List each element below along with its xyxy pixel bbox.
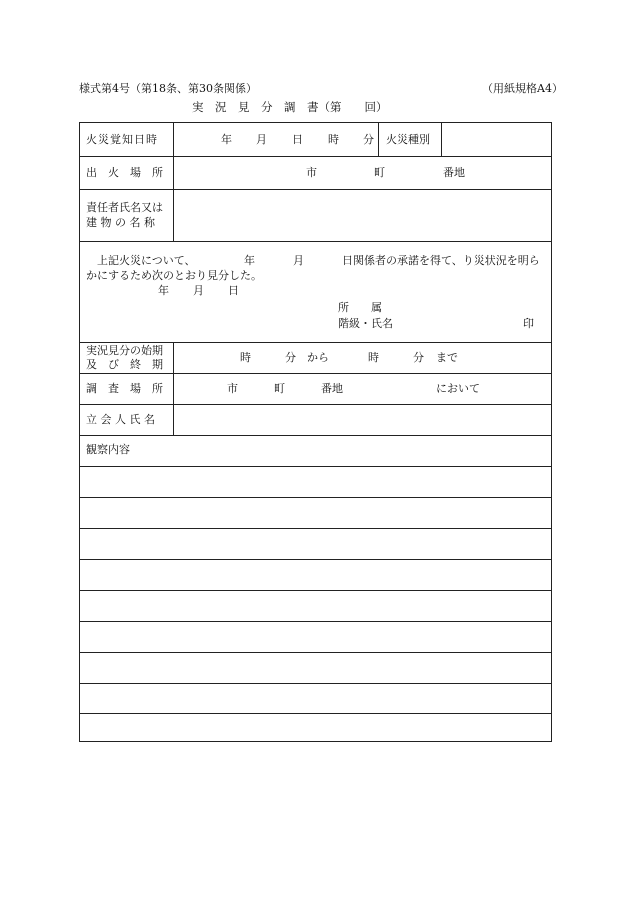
ruled-line: [80, 652, 551, 653]
fire-detection-label: 火災覚知日時: [86, 133, 158, 146]
row-divider: [80, 404, 551, 405]
document-title: 実 況 見 分 調 書（第 回）: [192, 100, 388, 114]
end-hour-label: 時: [368, 351, 379, 364]
end-minute-label: 分: [413, 351, 424, 364]
month-label: 月: [256, 133, 267, 146]
city-label: 市: [306, 166, 317, 179]
paper-size: （用紙規格A4）: [482, 82, 563, 95]
ruled-line: [80, 621, 551, 622]
form-number: 様式第4号（第18条、第30条関係）: [79, 82, 257, 95]
row-divider: [80, 241, 551, 242]
statement-date-month: 月: [193, 284, 204, 297]
responsible-label-line2: 建 物 の 名 称: [86, 216, 155, 229]
responsible-label-line1: 責任者氏名又は: [86, 201, 163, 214]
statement-line2: かにするため次のとおり見分した。: [86, 269, 262, 282]
column-divider: [441, 123, 442, 156]
until-label: まで: [436, 351, 458, 364]
period-label-line2: 及 び 終 期: [86, 358, 163, 371]
statement-month: 月: [293, 254, 304, 267]
statement-line1-a: 上記火災について、: [97, 254, 196, 267]
ruled-line: [80, 528, 551, 529]
row-divider: [80, 342, 551, 343]
label-column-divider: [173, 342, 174, 435]
survey-at-label: において: [436, 382, 480, 395]
statement-line1-b: 日関係者の承諾を得て、り災状況を明ら: [342, 254, 540, 267]
observations-label: 観察内容: [86, 443, 130, 456]
survey-city-label: 市: [227, 382, 238, 395]
fire-location-label: 出 火 場 所: [86, 166, 163, 179]
minute-label: 分: [363, 133, 374, 146]
ruled-line: [80, 466, 551, 467]
ruled-line: [80, 683, 551, 684]
period-label-line1: 実況見分の始期: [86, 344, 163, 357]
column-divider: [378, 123, 379, 156]
statement-date-year: 年: [158, 284, 169, 297]
row-divider: [80, 189, 551, 190]
row-divider: [80, 435, 551, 436]
statement-year: 年: [244, 254, 255, 267]
ruled-line: [80, 713, 551, 714]
ruled-line: [80, 590, 551, 591]
day-label: 日: [292, 133, 303, 146]
ruled-line: [80, 559, 551, 560]
form-table: [79, 122, 552, 742]
start-hour-label: 時: [240, 351, 251, 364]
town-label: 町: [374, 166, 385, 179]
rank-name-label: 階級・氏名: [338, 317, 393, 330]
hour-label: 時: [328, 133, 339, 146]
label-column-divider: [173, 123, 174, 241]
lot-label: 番地: [443, 166, 465, 179]
affiliation-label: 所 属: [338, 301, 382, 314]
survey-lot-label: 番地: [321, 382, 343, 395]
ruled-line: [80, 497, 551, 498]
fire-type-label: 火災種別: [386, 133, 430, 146]
survey-location-label: 調 査 場 所: [86, 382, 163, 395]
start-minute-label: 分: [285, 351, 296, 364]
witness-label: 立 会 人 氏 名: [86, 413, 155, 426]
row-divider: [80, 156, 551, 157]
year-label: 年: [221, 133, 232, 146]
row-divider: [80, 373, 551, 374]
survey-town-label: 町: [274, 382, 285, 395]
seal-mark: 印: [523, 317, 534, 330]
from-label: から: [307, 351, 329, 364]
statement-date-day: 日: [228, 284, 239, 297]
